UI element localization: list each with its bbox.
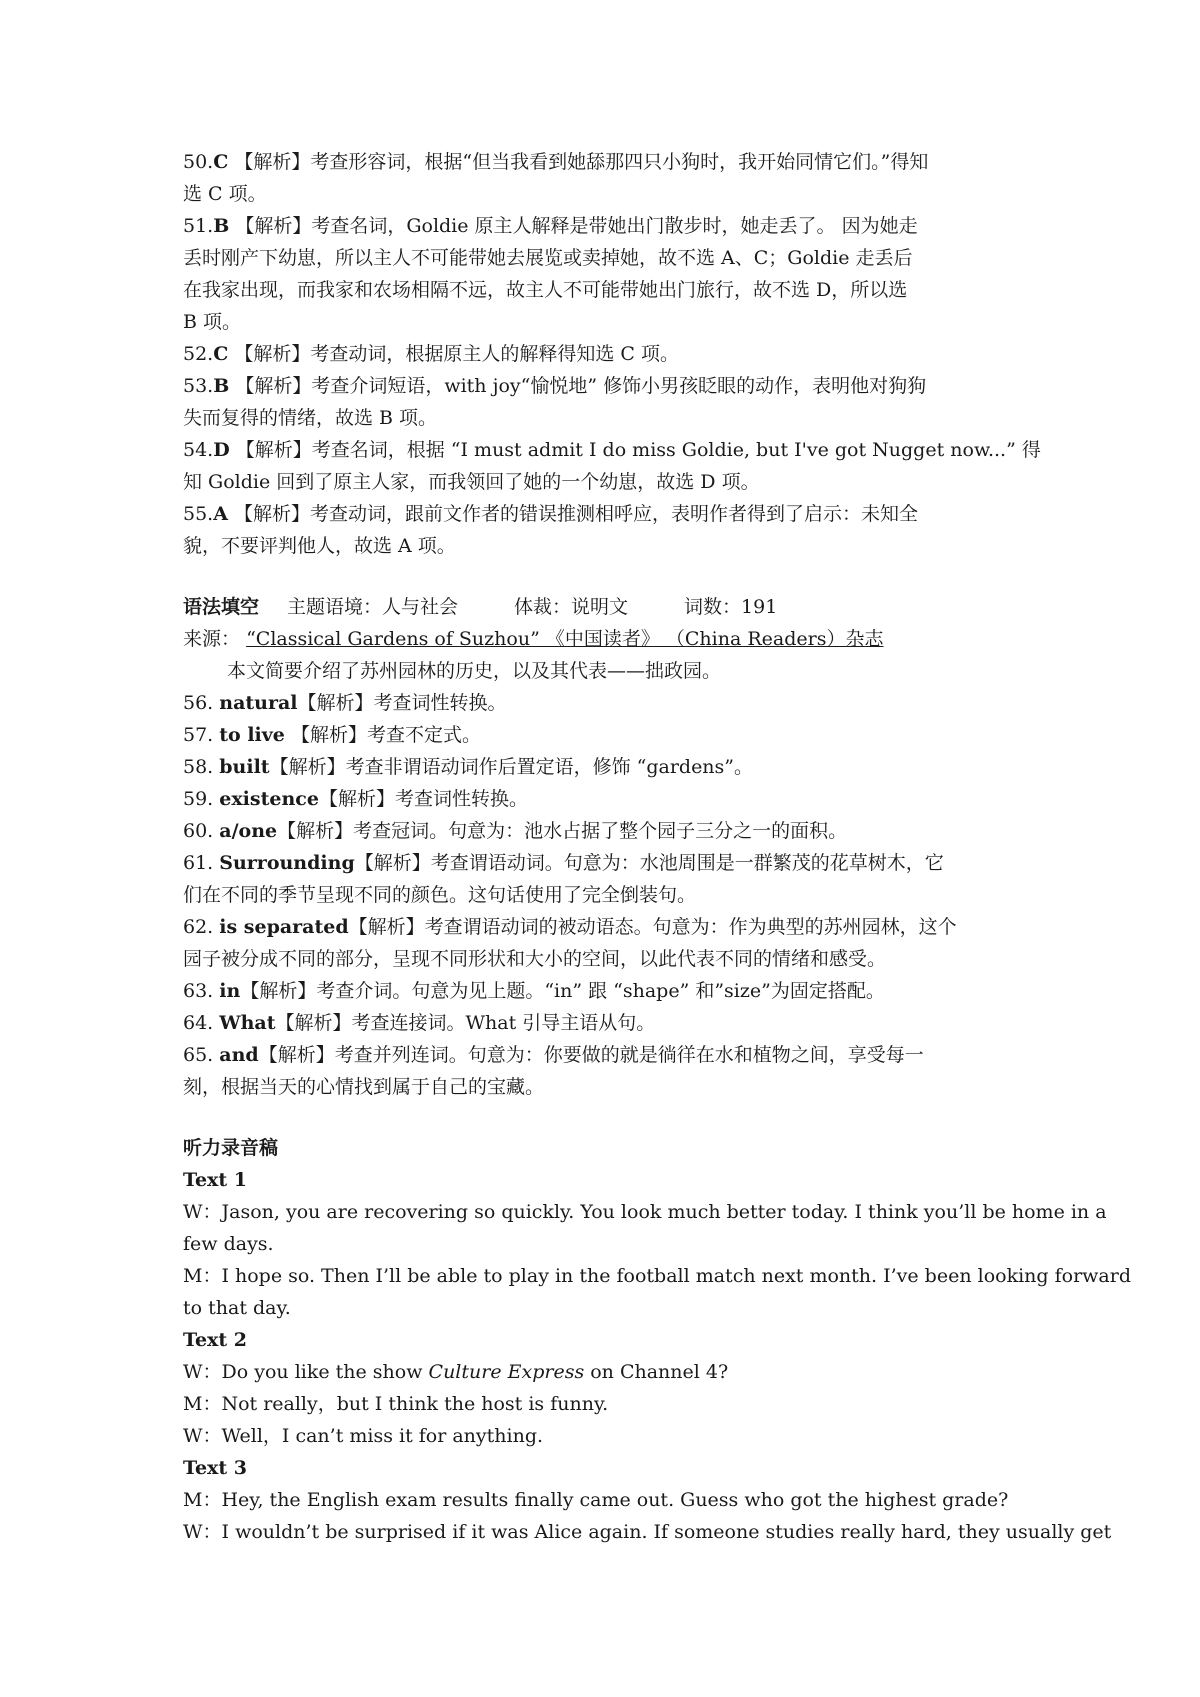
source-title: “Classical Gardens of Suzhou” 《中国读者》 （China Readers）杂志 — [246, 628, 884, 650]
text1-m-line-1: M：I hope so. Then I’ll be able to play in the football match next month. I’ve been looking forward — [183, 1265, 1131, 1287]
grammar-item-64: 64. What【解析】考查连接词。What 引导主语从句。 — [183, 1012, 656, 1034]
answer-50-line-2: 选 C 项。 — [183, 183, 267, 205]
grammar-item-57: 57. to live 【解析】考查不定式。 — [183, 724, 481, 746]
answer-50-line-1: 50.C 【解析】考查形容词，根据“但当我看到她舔那四只小狗时，我开始同情它们。”得知 — [183, 151, 929, 173]
grammar-item-61-line-2: 们在不同的季节呈现不同的颜色。这句话使用了完全倒装句。 — [183, 884, 697, 906]
answer-51-line-1: 51.B 【解析】考查名词，Goldie 原主人解释是带她出门散步时，她走丢了。 因为她走 — [183, 215, 918, 237]
listening-heading: 听力录音稿 — [183, 1137, 279, 1159]
text3-m-line-1: M：Hey, the English exam results finally came out. Guess who got the highest grade? — [183, 1489, 1009, 1511]
grammar-item-63: 63. in【解析】考查介词。句意为见上题。“in” 跟 “shape” 和”size”为固定搭配。 — [183, 980, 885, 1002]
text3-title: Text 3 — [183, 1457, 247, 1479]
answer-52-line-1: 52.C 【解析】考查动词，根据原主人的解释得知选 C 项。 — [183, 343, 680, 365]
text2-m-line-1: M：Not really，but I think the host is funny. — [183, 1393, 609, 1415]
grammar-item-65-line-1: 65. and【解析】考查并列连词。句意为：你要做的就是徜徉在水和植物之间，享受每一 — [183, 1044, 924, 1066]
grammar-item-62-line-2: 园子被分成不同的部分，呈现不同形状和大小的空间，以此代表不同的情绪和感受。 — [183, 948, 887, 970]
answer-55-line-1: 55.A 【解析】考查动词，跟前文作者的错误推测相呼应，表明作者得到了启示：未知全 — [183, 503, 919, 525]
text1-title: Text 1 — [183, 1169, 247, 1191]
answer-51-line-4: B 项。 — [183, 311, 242, 333]
text1-m-line-2: to that day. — [183, 1297, 291, 1319]
grammar-source: 来源： “Classical Gardens of Suzhou” 《中国读者》 （China Readers）杂志 — [183, 628, 884, 650]
grammar-intro: 本文简要介绍了苏州园林的历史，以及其代表——拙政园。 — [227, 660, 722, 682]
grammar-item-58: 58. built【解析】考查非谓语动词作后置定语，修饰 “gardens”。 — [183, 756, 754, 778]
answer-51-line-3: 在我家出现，而我家和农场相隔不远，故主人不可能带她出门旅行，故不选 D，所以选 — [183, 279, 908, 301]
text2-title: Text 2 — [183, 1329, 247, 1351]
text1-w-line-1: W：Jason, you are recovering so quickly. You look much better today. I think you’ll be home in a — [183, 1201, 1107, 1223]
text2-w-line-1: W：Do you like the show Culture Express on Channel 4? — [183, 1361, 729, 1383]
answer-53-line-2: 失而复得的情绪，故选 B 项。 — [183, 407, 438, 429]
grammar-item-61-line-1: 61. Surrounding【解析】考查谓语动词。句意为：水池周围是一群繁茂的花草树木，它 — [183, 852, 944, 874]
answer-51-line-2: 丢时刚产下幼崽，所以主人不可能带她去展览或卖掉她，故不选 A、C；Goldie 走丢后 — [183, 247, 913, 269]
grammar-item-59: 59. existence【解析】考查词性转换。 — [183, 788, 528, 810]
answer-54-line-1: 54.D 【解析】考查名词，根据 “I must admit I do miss Goldie, but I've got Nugget now...” 得 — [183, 439, 1041, 461]
grammar-item-60: 60. a/one【解析】考查冠词。句意为：池水占据了整个园子三分之一的面积。 — [183, 820, 848, 842]
text3-w-line-1: W：I wouldn’t be surprised if it was Alice again. If someone studies really hard, they usually get — [183, 1521, 1112, 1543]
answer-55-line-2: 貌，不要评判他人，故选 A 项。 — [183, 535, 456, 557]
answer-53-line-1: 53.B 【解析】考查介词短语，with joy“愉悦地” 修饰小男孩眨眼的动作，表明他对狗狗 — [183, 375, 927, 397]
grammar-item-56: 56. natural【解析】考查词性转换。 — [183, 692, 507, 714]
grammar-heading: 语法填空 — [183, 596, 260, 618]
grammar-header: 语法填空 主题语境：人与社会 体裁：说明文 词数：191 — [183, 596, 778, 618]
show-title: Culture Express — [428, 1361, 585, 1383]
text2-w-line-2: W：Well，I can’t miss it for anything. — [183, 1425, 544, 1447]
text1-w-line-2: few days. — [183, 1233, 274, 1255]
answer-54-line-2: 知 Goldie 回到了原主人家，而我领回了她的一个幼崽，故选 D 项。 — [183, 471, 760, 493]
grammar-item-62-line-1: 62. is separated【解析】考查谓语动词的被动语态。句意为：作为典型的苏州园林，这个 — [183, 916, 957, 938]
grammar-item-65-line-2: 刻，根据当天的心情找到属于自己的宝藏。 — [183, 1076, 545, 1098]
